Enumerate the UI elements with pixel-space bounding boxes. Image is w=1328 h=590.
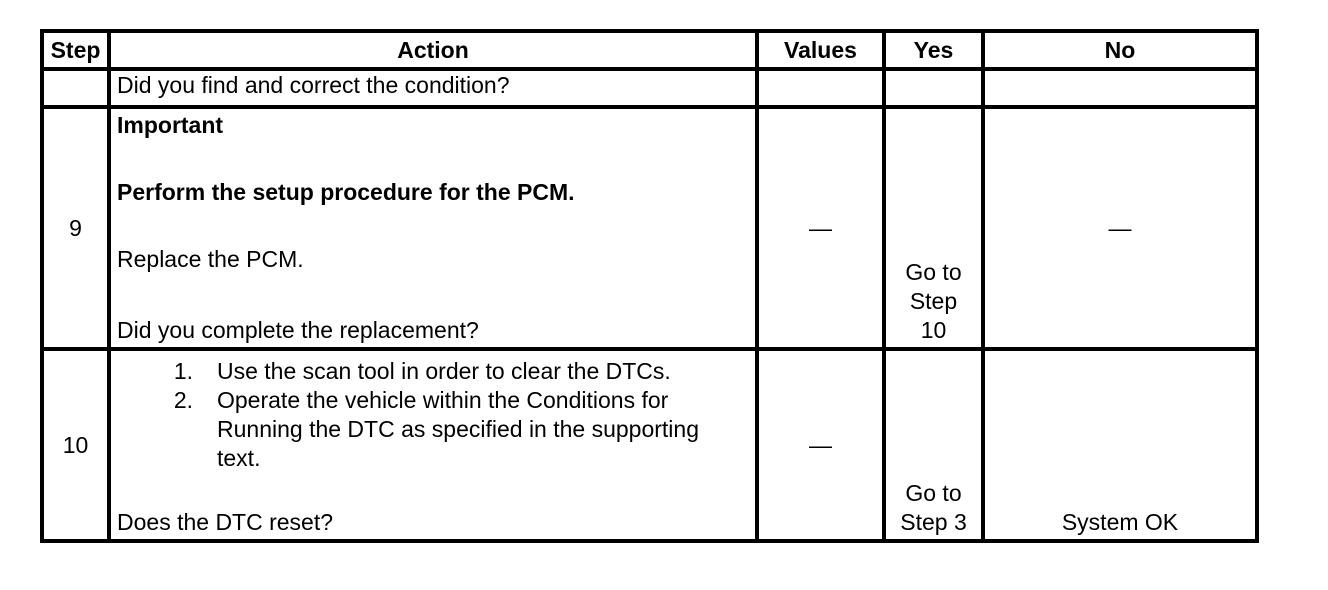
action-cell	[109, 69, 757, 107]
header-row	[42, 31, 1257, 69]
action-steps-list	[117, 357, 749, 473]
list-item-text: Operate the vehicle within the Conditions for Running the DTC as specified in the supporting text.	[217, 387, 700, 471]
table-row	[42, 69, 1257, 107]
yes-line: Step 3	[900, 509, 967, 535]
table-row	[42, 349, 1257, 541]
step-cell	[42, 69, 109, 107]
important-note: Perform the setup procedure for the PCM.	[117, 179, 575, 205]
list-item	[117, 357, 749, 386]
list-item	[117, 386, 749, 473]
values-cell: —	[757, 349, 884, 541]
yes-cell	[884, 107, 983, 349]
header-values: Values	[757, 31, 884, 69]
header-action: Action	[109, 31, 757, 69]
header-no: No	[983, 31, 1257, 69]
action-cell	[109, 349, 757, 541]
no-cell: —	[983, 107, 1257, 349]
list-item-number: 2.	[173, 387, 193, 413]
values-cell	[757, 69, 884, 107]
yes-line: 10	[920, 317, 947, 343]
header-yes: Yes	[884, 31, 983, 69]
action-cell	[109, 107, 757, 349]
action-instruction: Replace the PCM.	[117, 246, 304, 272]
yes-line: Go to	[905, 259, 962, 285]
no-cell	[983, 69, 1257, 107]
step-cell: 10	[42, 349, 109, 541]
yes-line: Step	[909, 288, 958, 314]
yes-cell	[884, 69, 983, 107]
table-row	[42, 107, 1257, 349]
yes-cell	[884, 349, 983, 541]
yes-line: Go to	[905, 480, 962, 506]
important-label: Important	[117, 112, 224, 138]
diagnostic-table	[40, 29, 1259, 543]
list-item-text: Use the scan tool in order to clear the DTCs.	[217, 358, 671, 384]
list-item-number: 1.	[173, 358, 193, 384]
no-cell: System OK	[983, 349, 1257, 541]
step-cell: 9	[42, 107, 109, 349]
action-question: Did you find and correct the condition?	[117, 72, 510, 98]
header-step: Step	[42, 31, 109, 69]
action-question: Does the DTC reset?	[117, 509, 334, 535]
values-cell: —	[757, 107, 884, 349]
action-question: Did you complete the replacement?	[117, 317, 479, 343]
